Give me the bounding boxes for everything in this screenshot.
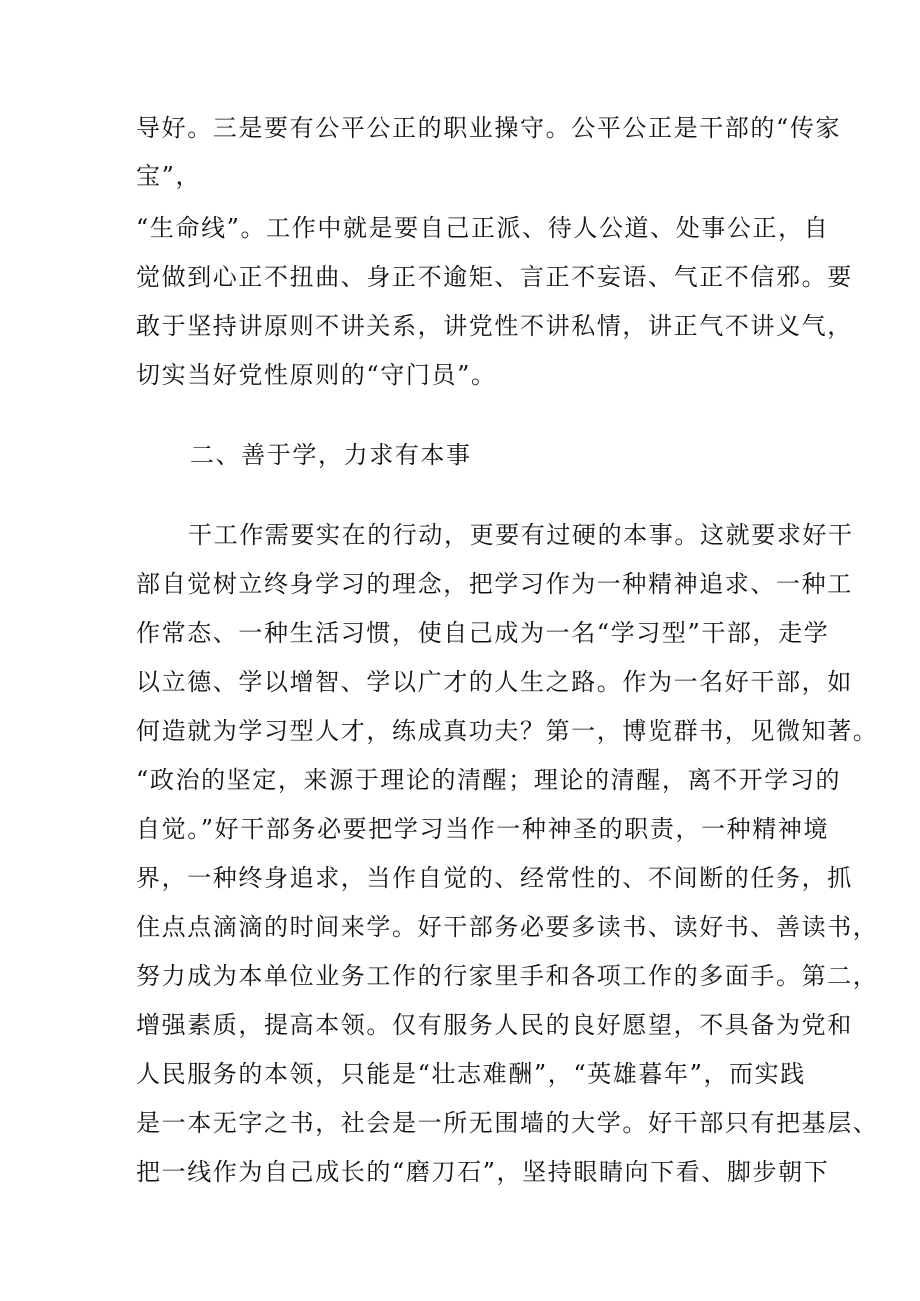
text-line: 干工作需要实在的行动，更要有过硬的本事。这就要求好干 bbox=[188, 521, 854, 549]
text-line: “政治的坚定，来源于理论的清醒；理论的清醒，离不开学习的 bbox=[136, 766, 842, 794]
text-line: 宝”， bbox=[136, 162, 202, 190]
text-line: 把一线作为自己成长的“磨刀石”，坚持眼睛向下看、脚步朝下 bbox=[136, 1158, 830, 1186]
section-heading: 二、善于学，力求有本事 bbox=[190, 441, 472, 469]
text-line: 自觉。”好干部务必要把学习当作一种神圣的职责，一种精神境 bbox=[136, 815, 830, 843]
text-line: 界，一种终身追求，当作自觉的、经常性的、不间断的任务，抓 bbox=[136, 864, 853, 892]
text-line: 努力成为本单位业务工作的行家里手和各项工作的多面手。第二， bbox=[136, 962, 879, 990]
text-line: 部自觉树立终身学习的理念，把学习作为一种精神追求、一种工 bbox=[136, 570, 853, 598]
text-line: “生命线”。工作中就是要自己正派、待人公道、处事公正，自 bbox=[136, 214, 830, 242]
text-line: 何造就为学习型人才，练成真功夫？第一，博览群书，见微知著。 bbox=[136, 717, 879, 745]
text-line: 觉做到心正不扭曲、身正不逾矩、言正不妄语、气正不信邪。要 bbox=[136, 263, 853, 291]
text-line: 敢于坚持讲原则不讲关系，讲党性不讲私情，讲正气不讲义气， bbox=[136, 312, 853, 340]
text-line: 住点点滴滴的时间来学。好干部务必要多读书、读好书、善读书， bbox=[136, 913, 879, 941]
text-line: 导好。三是要有公平公正的职业操守。公平公正是干部的“传家 bbox=[136, 114, 842, 142]
text-line: 作常态、一种生活习惯，使自己成为一名“学习型”干部，走学 bbox=[136, 619, 830, 647]
text-line: 切实当好党性原则的“守门员”。 bbox=[136, 361, 497, 389]
text-line: 是一本无字之书，社会是一所无围墙的大学。好干部只有把基层、 bbox=[136, 1109, 879, 1137]
text-line: 以立德、学以增智、学以广才的人生之路。作为一名好干部，如 bbox=[136, 668, 853, 696]
text-line: 人民服务的本领，只能是“壮志难酬”，“英雄暮年”，而实践 bbox=[136, 1060, 806, 1088]
text-line: 增强素质，提高本领。仅有服务人民的良好愿望，不具备为党和 bbox=[136, 1011, 853, 1039]
